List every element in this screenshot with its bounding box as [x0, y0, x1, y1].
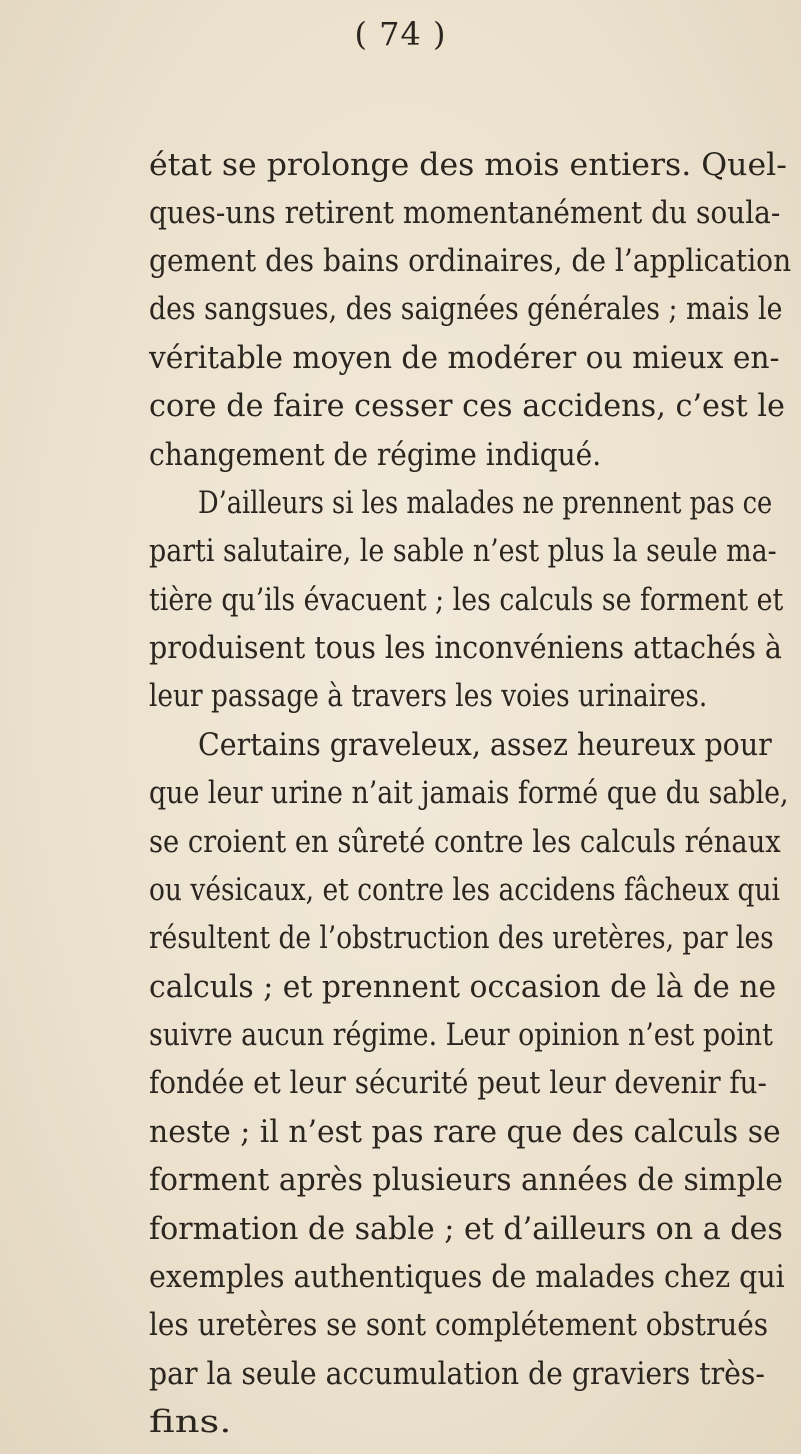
text-line: les uretères se sont complétement obstrués — [149, 1307, 769, 1343]
text-line: suivre aucun régime. Leur opinion n’est point — [149, 1017, 773, 1053]
text-line: véritable moyen de modérer ou mieux en- — [149, 340, 780, 376]
text-line: tière qu’ils évacuent ; les calculs se forment et — [149, 582, 784, 618]
text-line: que leur urine n’ait jamais formé que du sable, — [149, 775, 789, 811]
text-line: produisent tous les inconvéniens attachés à — [149, 630, 782, 666]
text-line: leur passage à travers les voies urinaires. — [149, 678, 708, 714]
text-line: neste ; il n’est pas rare que des calculs se — [149, 1114, 781, 1150]
text-line: fins. — [149, 1404, 232, 1440]
text-line: parti salutaire, le sable n’est plus la seule ma- — [149, 533, 777, 569]
text-line: D’ailleurs si les malades ne prennent pas ce — [198, 485, 773, 521]
text-line: par la seule accumulation de graviers très- — [149, 1356, 765, 1392]
text-line: résultent de l’obstruction des uretères, par les — [149, 920, 774, 956]
text-line: fondée et leur sécurité peut leur devenir fu- — [149, 1065, 767, 1101]
text-line: core de faire cesser ces accidens, c’est le — [149, 388, 785, 424]
text-line: formation de sable ; et d’ailleurs on a des — [149, 1211, 783, 1247]
text-line: forment après plusieurs années de simple — [149, 1162, 783, 1198]
text-line: changement de régime indiqué. — [149, 437, 602, 473]
text-line: exemples authentiques de malades chez qui — [149, 1259, 785, 1295]
text-line: état se prolonge des mois entiers. Quel- — [149, 147, 787, 183]
text-line: des sangsues, des saignées générales ; mais le — [149, 291, 783, 327]
text-line: calculs ; et prennent occasion de là de ne — [149, 969, 777, 1005]
text-line: gement des bains ordinaires, de l’application — [149, 243, 792, 279]
text-line: ou vésicaux, et contre les accidens fâcheux qui — [149, 872, 781, 908]
page-number: ( 74 ) — [354, 15, 447, 53]
text-line: se croient en sûreté contre les calculs rénaux — [149, 824, 781, 860]
text-line: ques-uns retirent momentanément du soula- — [149, 195, 781, 231]
text-line: Certains graveleux, assez heureux pour — [198, 727, 772, 763]
